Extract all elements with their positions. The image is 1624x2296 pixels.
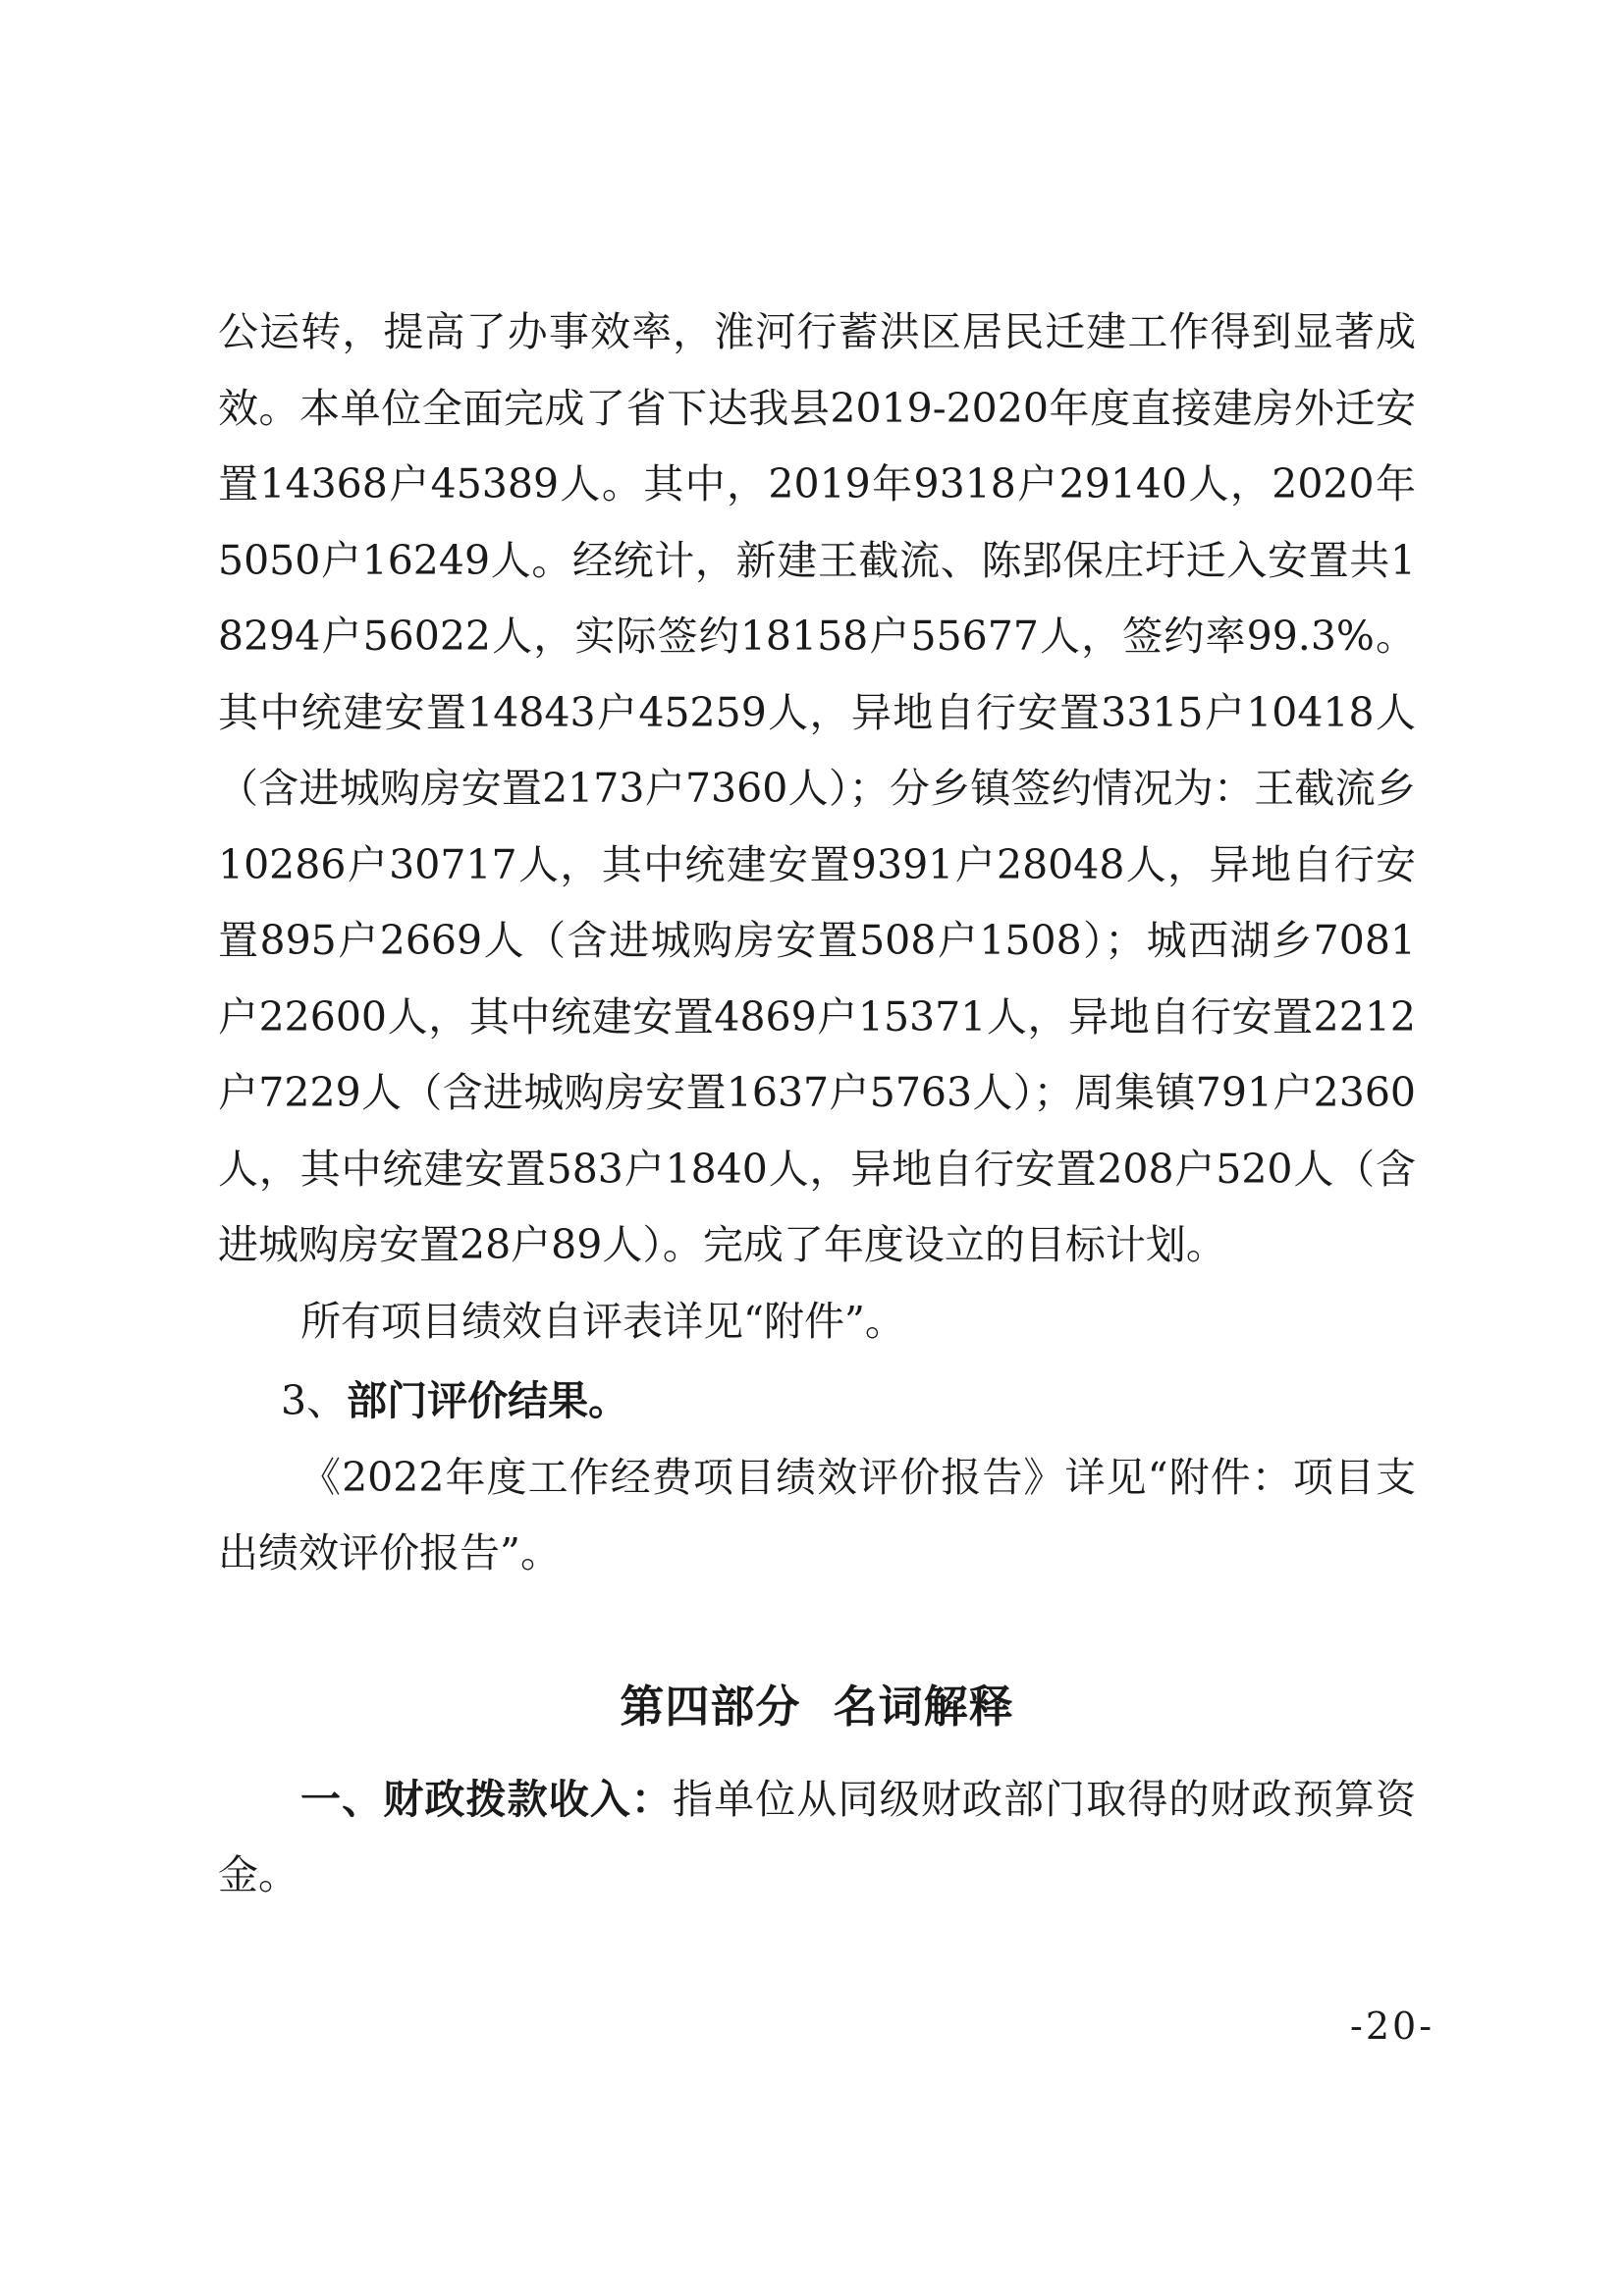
term-text: 指单位从同级财政部门取得的财政预算资金。 <box>218 1775 1417 1898</box>
item-3-title: 部门评价结果。 <box>347 1377 629 1424</box>
section-title: 第四部分 名词解释 <box>620 1680 1014 1733</box>
attachment-note-paragraph: 所有项目绩效自评表详见“附件”。 <box>300 1297 905 1345</box>
item-3-heading <box>218 1363 1416 1440</box>
term-label: 一、财政拨款收入： <box>300 1775 674 1823</box>
document-page <box>218 294 1416 1914</box>
term-definition <box>218 1762 1416 1914</box>
report-paragraph: 《2022年度工作经费项目绩效评价报告》详见“附件：项目支出绩效评价报告”。 <box>218 1453 1416 1576</box>
continuation-paragraph: 公运转，提高了办事效率，淮河行蓄洪区居民迁建工作得到显著成效。本单位全面完成了省下达我县2019-2020年度直接建房外迁安置14368户45389人。其中，2019年9318户29140人，2020年5050户16249人。经统计，新建王截流、陈郢保庄圩迁入安置共18294户56022人，实际签约18158户55677人，签约率99.3%。其中统建安置14843户45259人，异地自行安置3315户10418人（含进城购房安置2173户7360人）；分乡镇签约情况为：王截流乡10286户30717人，其中统建安置9391户28048人，异地自行安置895户2669人（含进城购房安置508户1508）；城西湖乡7081户22600人，其中统建安置4869户15371人，异地自行安置2212户7229人（含进城购房安置1637户5763人）；周集镇791户2360人，其中统建安置583户1840人，异地自行安置208户520人（含进城购房安置28户89人）。完成了年度设立的目标计划。 <box>218 308 1416 1268</box>
page-number: -20- <box>1350 2004 1435 2048</box>
item-3-number: 3、 <box>281 1377 348 1424</box>
